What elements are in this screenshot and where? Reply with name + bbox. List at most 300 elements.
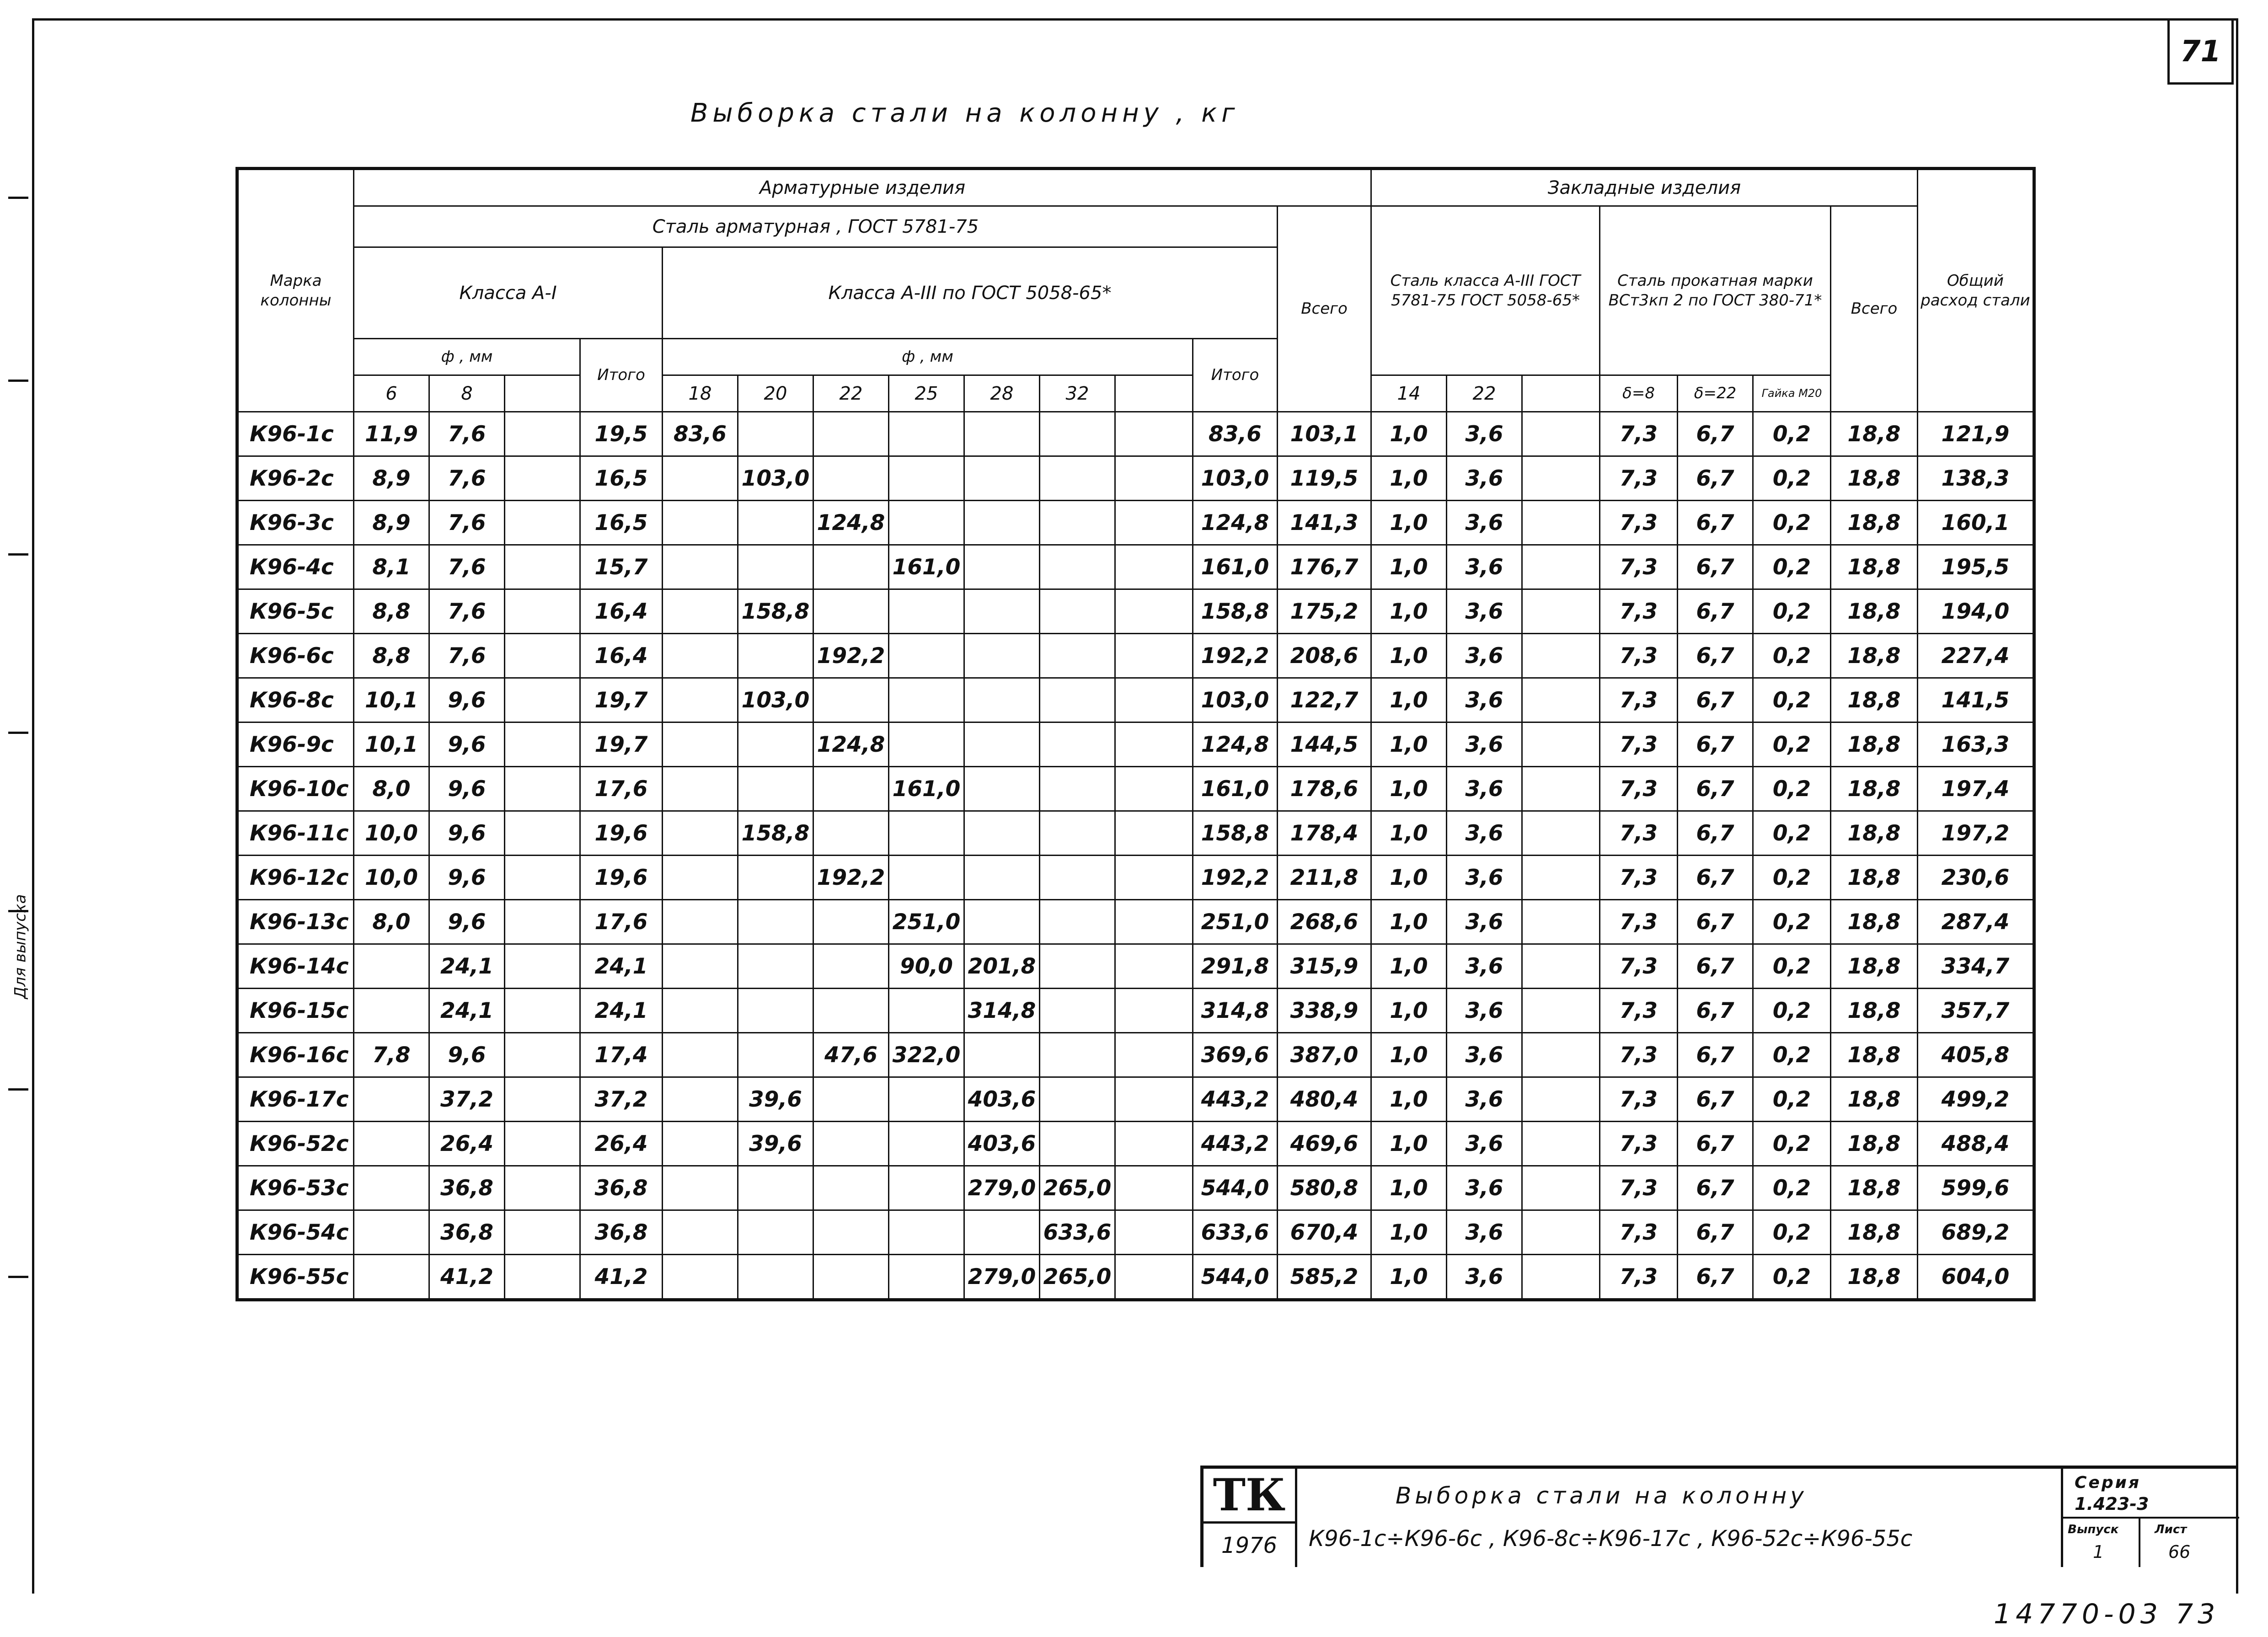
table-cell: 192,2 bbox=[813, 856, 889, 900]
table-cell bbox=[1040, 412, 1115, 456]
table-cell: 7,6 bbox=[429, 634, 505, 678]
table-cell bbox=[663, 944, 738, 989]
table-cell bbox=[738, 1033, 813, 1077]
issue-value: 1 bbox=[2093, 1542, 2104, 1562]
table-cell bbox=[663, 1077, 738, 1122]
table-cell: 7,3 bbox=[1600, 456, 1678, 501]
table-cell: 18,8 bbox=[1831, 456, 1918, 501]
table-cell bbox=[813, 1077, 889, 1122]
organization-logo: ТК bbox=[1204, 1469, 1297, 1524]
table-cell: 7,3 bbox=[1600, 1210, 1678, 1255]
table-cell bbox=[889, 1122, 964, 1166]
table-cell bbox=[1040, 856, 1115, 900]
table-cell: 24,1 bbox=[429, 944, 505, 989]
table-cell bbox=[964, 678, 1040, 722]
table-cell: 161,0 bbox=[1193, 767, 1278, 811]
table-row bbox=[237, 1033, 2034, 1077]
table-cell bbox=[505, 678, 580, 722]
table-cell bbox=[663, 811, 738, 856]
table-cell bbox=[505, 501, 580, 545]
table-cell: 8,8 bbox=[354, 589, 429, 634]
table-cell: 1,0 bbox=[1371, 545, 1447, 589]
column-mark-cell: К96-17с bbox=[237, 1077, 354, 1122]
table-cell: 161,0 bbox=[889, 767, 964, 811]
table-cell: 0,2 bbox=[1753, 634, 1831, 678]
table-cell: 265,0 bbox=[1040, 1166, 1115, 1210]
stamp-info-cells bbox=[2061, 1469, 2239, 1567]
table-cell bbox=[1522, 1033, 1600, 1077]
table-cell bbox=[505, 545, 580, 589]
table-cell bbox=[964, 856, 1040, 900]
table-cell bbox=[663, 1033, 738, 1077]
table-cell: 144,5 bbox=[1278, 722, 1371, 767]
table-cell: 3,6 bbox=[1447, 1166, 1522, 1210]
column-mark-cell: К96-14с bbox=[237, 944, 354, 989]
table-cell bbox=[1040, 989, 1115, 1033]
table-cell: 18,8 bbox=[1831, 722, 1918, 767]
table-cell bbox=[1115, 678, 1193, 722]
table-cell bbox=[1115, 545, 1193, 589]
table-cell bbox=[354, 989, 429, 1033]
column-mark-cell: К96-8с bbox=[237, 678, 354, 722]
table-cell: 8,0 bbox=[354, 767, 429, 811]
table-cell: 178,4 bbox=[1278, 811, 1371, 856]
table-cell bbox=[1522, 1210, 1600, 1255]
table-cell: 1,0 bbox=[1371, 589, 1447, 634]
table-cell: 1,0 bbox=[1371, 989, 1447, 1033]
table-cell bbox=[1522, 1166, 1600, 1210]
table-cell: 3,6 bbox=[1447, 589, 1522, 634]
table-cell: 6,7 bbox=[1678, 1033, 1753, 1077]
table-cell bbox=[1522, 1122, 1600, 1166]
table-cell bbox=[1522, 944, 1600, 989]
table-cell: 8,9 bbox=[354, 456, 429, 501]
table-cell: 0,2 bbox=[1753, 1210, 1831, 1255]
column-mark-cell: К96-2с bbox=[237, 456, 354, 501]
table-cell bbox=[663, 456, 738, 501]
table-cell bbox=[889, 1166, 964, 1210]
table-cell bbox=[738, 944, 813, 989]
table-cell bbox=[889, 1210, 964, 1255]
table-cell: 7,3 bbox=[1600, 1255, 1678, 1300]
table-cell: 1,0 bbox=[1371, 634, 1447, 678]
table-cell: 6,7 bbox=[1678, 856, 1753, 900]
table-cell: 47,6 bbox=[813, 1033, 889, 1077]
table-cell bbox=[354, 1255, 429, 1300]
table-cell: 0,2 bbox=[1753, 944, 1831, 989]
table-cell: 141,5 bbox=[1918, 678, 2034, 722]
table-cell: 36,8 bbox=[429, 1166, 505, 1210]
table-cell: 3,6 bbox=[1447, 900, 1522, 944]
table-cell bbox=[1040, 1077, 1115, 1122]
table-cell: 1,0 bbox=[1371, 678, 1447, 722]
table-cell: 544,0 bbox=[1193, 1166, 1278, 1210]
table-cell: 0,2 bbox=[1753, 456, 1831, 501]
table-cell bbox=[1115, 589, 1193, 634]
table-cell: 10,1 bbox=[354, 678, 429, 722]
table-cell: 279,0 bbox=[964, 1166, 1040, 1210]
table-cell: 7,8 bbox=[354, 1033, 429, 1077]
subcol-d25: 25 bbox=[889, 375, 964, 412]
table-cell bbox=[1040, 634, 1115, 678]
table-cell bbox=[813, 1210, 889, 1255]
subcol-delta22: δ=22 bbox=[1678, 375, 1753, 412]
table-cell: 211,8 bbox=[1278, 856, 1371, 900]
column-mark-cell: К96-3с bbox=[237, 501, 354, 545]
table-cell bbox=[354, 1077, 429, 1122]
table-cell: 26,4 bbox=[580, 1122, 663, 1166]
table-cell: 0,2 bbox=[1753, 501, 1831, 545]
table-cell bbox=[813, 545, 889, 589]
table-cell: 15,7 bbox=[580, 545, 663, 589]
table-cell bbox=[964, 811, 1040, 856]
table-cell bbox=[1115, 501, 1193, 545]
table-cell: 0,2 bbox=[1753, 989, 1831, 1033]
table-cell bbox=[889, 501, 964, 545]
margin-note: Для выпуска bbox=[11, 894, 30, 999]
table-cell bbox=[889, 634, 964, 678]
header-subtotal-a1: Итого bbox=[580, 339, 663, 412]
table-cell: 7,3 bbox=[1600, 1166, 1678, 1210]
column-mark-cell: К96-1с bbox=[237, 412, 354, 456]
subcol-blank-a1 bbox=[505, 375, 580, 412]
table-cell: 9,6 bbox=[429, 1033, 505, 1077]
table-cell: 1,0 bbox=[1371, 412, 1447, 456]
table-cell bbox=[889, 589, 964, 634]
title-block bbox=[1200, 1466, 2237, 1567]
table-cell: 7,3 bbox=[1600, 678, 1678, 722]
table-cell: 403,6 bbox=[964, 1122, 1040, 1166]
table-cell: 161,0 bbox=[1193, 545, 1278, 589]
table-cell bbox=[663, 545, 738, 589]
table-cell bbox=[505, 1210, 580, 1255]
table-cell: 18,8 bbox=[1831, 634, 1918, 678]
table-cell: 18,8 bbox=[1831, 678, 1918, 722]
table-cell: 0,2 bbox=[1753, 900, 1831, 944]
table-cell: 192,2 bbox=[813, 634, 889, 678]
table-cell: 387,0 bbox=[1278, 1033, 1371, 1077]
table-row bbox=[237, 1166, 2034, 1210]
table-cell bbox=[738, 501, 813, 545]
table-cell: 18,8 bbox=[1831, 501, 1918, 545]
table-cell: 0,2 bbox=[1753, 678, 1831, 722]
table-cell bbox=[1040, 589, 1115, 634]
table-cell: 208,6 bbox=[1278, 634, 1371, 678]
table-cell bbox=[738, 412, 813, 456]
table-cell bbox=[505, 412, 580, 456]
table-cell bbox=[964, 634, 1040, 678]
table-cell: 7,3 bbox=[1600, 722, 1678, 767]
table-cell: 176,7 bbox=[1278, 545, 1371, 589]
table-cell: 3,6 bbox=[1447, 989, 1522, 1033]
table-cell bbox=[1115, 1077, 1193, 1122]
table-cell bbox=[889, 412, 964, 456]
table-cell bbox=[1115, 1122, 1193, 1166]
table-cell bbox=[738, 1166, 813, 1210]
table-cell bbox=[505, 989, 580, 1033]
table-cell: 124,8 bbox=[813, 501, 889, 545]
table-row bbox=[237, 900, 2034, 944]
table-cell bbox=[1115, 767, 1193, 811]
column-mark-cell: К96-12с bbox=[237, 856, 354, 900]
table-cell: 0,2 bbox=[1753, 856, 1831, 900]
table-cell bbox=[663, 856, 738, 900]
table-cell bbox=[663, 1255, 738, 1300]
table-row bbox=[237, 944, 2034, 989]
subcol-d22: 22 bbox=[813, 375, 889, 412]
table-cell bbox=[1522, 811, 1600, 856]
table-cell bbox=[738, 722, 813, 767]
table-cell bbox=[505, 1255, 580, 1300]
table-cell bbox=[1115, 1255, 1193, 1300]
table-cell bbox=[964, 589, 1040, 634]
table-cell bbox=[505, 767, 580, 811]
table-cell: 334,7 bbox=[1918, 944, 2034, 989]
table-cell: 480,4 bbox=[1278, 1077, 1371, 1122]
header-subcolumns-row bbox=[237, 375, 2034, 412]
header-steel-class-a3: Сталь класса А-III ГОСТ 5781-75 ГОСТ 5058-65* bbox=[1371, 206, 1600, 375]
table-cell: 7,3 bbox=[1600, 900, 1678, 944]
table-cell bbox=[1115, 944, 1193, 989]
table-cell bbox=[813, 589, 889, 634]
subcol-d32: 32 bbox=[1040, 375, 1115, 412]
column-mark-cell: К96-52с bbox=[237, 1122, 354, 1166]
table-cell: 197,2 bbox=[1918, 811, 2034, 856]
table-cell: 17,6 bbox=[580, 767, 663, 811]
table-cell bbox=[813, 900, 889, 944]
table-cell: 3,6 bbox=[1447, 856, 1522, 900]
subcol-d6: 6 bbox=[354, 375, 429, 412]
table-cell: 268,6 bbox=[1278, 900, 1371, 944]
table-cell bbox=[663, 589, 738, 634]
table-cell: 7,6 bbox=[429, 589, 505, 634]
table-cell: 6,7 bbox=[1678, 678, 1753, 722]
table-cell bbox=[1522, 856, 1600, 900]
table-cell bbox=[505, 1122, 580, 1166]
table-cell: 279,0 bbox=[964, 1255, 1040, 1300]
header-total-consumption: Общий расход стали bbox=[1918, 169, 2034, 412]
table-cell: 1,0 bbox=[1371, 1166, 1447, 1210]
table-cell bbox=[1522, 412, 1600, 456]
table-cell: 1,0 bbox=[1371, 722, 1447, 767]
subcol-d8: 8 bbox=[429, 375, 505, 412]
table-cell bbox=[964, 545, 1040, 589]
table-cell: 10,0 bbox=[354, 856, 429, 900]
table-cell bbox=[1115, 456, 1193, 501]
table-cell: 18,8 bbox=[1831, 412, 1918, 456]
table-cell bbox=[1522, 589, 1600, 634]
table-cell: 201,8 bbox=[964, 944, 1040, 989]
table-cell bbox=[813, 1166, 889, 1210]
table-cell: 6,7 bbox=[1678, 456, 1753, 501]
table-cell: 0,2 bbox=[1753, 1166, 1831, 1210]
table-cell: 8,8 bbox=[354, 634, 429, 678]
table-cell bbox=[1115, 1166, 1193, 1210]
column-mark-cell: К96-4с bbox=[237, 545, 354, 589]
table-cell: 1,0 bbox=[1371, 856, 1447, 900]
table-cell: 37,2 bbox=[429, 1077, 505, 1122]
table-cell bbox=[354, 1210, 429, 1255]
table-cell bbox=[1040, 1033, 1115, 1077]
table-cell: 6,7 bbox=[1678, 412, 1753, 456]
table-cell: 3,6 bbox=[1447, 412, 1522, 456]
table-cell bbox=[738, 634, 813, 678]
table-cell: 599,6 bbox=[1918, 1166, 2034, 1210]
table-cell: 0,2 bbox=[1753, 412, 1831, 456]
table-cell: 103,0 bbox=[1193, 456, 1278, 501]
table-cell: 251,0 bbox=[1193, 900, 1278, 944]
header-armature-items: Арматурные изделия bbox=[354, 169, 1371, 206]
table-cell: 39,6 bbox=[738, 1077, 813, 1122]
table-row bbox=[237, 412, 2034, 456]
table-cell: 18,8 bbox=[1831, 1033, 1918, 1077]
table-cell bbox=[663, 634, 738, 678]
table-row bbox=[237, 856, 2034, 900]
table-cell: 0,2 bbox=[1753, 811, 1831, 856]
sheet-value: 66 bbox=[2168, 1542, 2191, 1562]
table-cell bbox=[964, 501, 1040, 545]
table-cell: 7,6 bbox=[429, 412, 505, 456]
table-cell: 103,1 bbox=[1278, 412, 1371, 456]
table-cell bbox=[889, 722, 964, 767]
table-cell: 36,8 bbox=[580, 1166, 663, 1210]
table-cell: 6,7 bbox=[1678, 1122, 1753, 1166]
subcol-delta8: δ=8 bbox=[1600, 375, 1678, 412]
header-steel-gost: Сталь арматурная , ГОСТ 5781-75 bbox=[354, 206, 1278, 247]
table-cell: 16,5 bbox=[580, 501, 663, 545]
table-cell: 3,6 bbox=[1447, 1077, 1522, 1122]
table-cell: 6,7 bbox=[1678, 989, 1753, 1033]
subcol-d20: 20 bbox=[738, 375, 813, 412]
table-cell: 3,6 bbox=[1447, 811, 1522, 856]
table-cell: 19,7 bbox=[580, 722, 663, 767]
table-cell: 1,0 bbox=[1371, 811, 1447, 856]
table-row bbox=[237, 1210, 2034, 1255]
table-cell bbox=[813, 412, 889, 456]
table-cell: 6,7 bbox=[1678, 1210, 1753, 1255]
table-cell: 18,8 bbox=[1831, 1255, 1918, 1300]
table-row bbox=[237, 545, 2034, 589]
table-cell: 83,6 bbox=[663, 412, 738, 456]
table-cell: 37,2 bbox=[580, 1077, 663, 1122]
table-cell bbox=[505, 1166, 580, 1210]
table-cell: 10,0 bbox=[354, 811, 429, 856]
table-cell bbox=[1522, 900, 1600, 944]
subcol-emb-d22: 22 bbox=[1447, 375, 1522, 412]
table-cell: 19,5 bbox=[580, 412, 663, 456]
table-cell: 6,7 bbox=[1678, 900, 1753, 944]
column-mark-cell: К96-11с bbox=[237, 811, 354, 856]
table-cell bbox=[1040, 900, 1115, 944]
table-cell bbox=[354, 944, 429, 989]
table-cell bbox=[1040, 678, 1115, 722]
table-cell: 6,7 bbox=[1678, 944, 1753, 989]
table-row bbox=[237, 678, 2034, 722]
table-row bbox=[237, 456, 2034, 501]
table-cell: 16,4 bbox=[580, 589, 663, 634]
table-cell: 41,2 bbox=[429, 1255, 505, 1300]
table-cell: 3,6 bbox=[1447, 944, 1522, 989]
table-cell bbox=[1522, 1255, 1600, 1300]
table-cell: 3,6 bbox=[1447, 1255, 1522, 1300]
table-cell: 6,7 bbox=[1678, 767, 1753, 811]
table-cell: 158,8 bbox=[738, 589, 813, 634]
table-cell: 122,7 bbox=[1278, 678, 1371, 722]
table-cell bbox=[813, 456, 889, 501]
table-cell: 6,7 bbox=[1678, 545, 1753, 589]
table-cell: 24,1 bbox=[429, 989, 505, 1033]
table-row bbox=[237, 1255, 2034, 1300]
column-mark-cell: К96-9с bbox=[237, 722, 354, 767]
table-cell: 175,2 bbox=[1278, 589, 1371, 634]
table-cell: 1,0 bbox=[1371, 1210, 1447, 1255]
table-cell: 7,6 bbox=[429, 501, 505, 545]
table-cell: 163,3 bbox=[1918, 722, 2034, 767]
table-cell: 633,6 bbox=[1040, 1210, 1115, 1255]
table-cell bbox=[663, 989, 738, 1033]
table-cell bbox=[505, 900, 580, 944]
table-cell: 192,2 bbox=[1193, 856, 1278, 900]
table-cell: 158,8 bbox=[1193, 811, 1278, 856]
table-cell: 19,6 bbox=[580, 811, 663, 856]
table-cell: 24,1 bbox=[580, 989, 663, 1033]
table-cell: 0,2 bbox=[1753, 545, 1831, 589]
table-cell: 6,7 bbox=[1678, 811, 1753, 856]
table-cell bbox=[964, 722, 1040, 767]
table-cell: 469,6 bbox=[1278, 1122, 1371, 1166]
column-mark-cell: К96-55с bbox=[237, 1255, 354, 1300]
table-cell: 3,6 bbox=[1447, 678, 1522, 722]
table-cell bbox=[505, 811, 580, 856]
table-cell bbox=[813, 767, 889, 811]
table-cell: 124,8 bbox=[1193, 722, 1278, 767]
table-row bbox=[237, 722, 2034, 767]
table-cell: 0,2 bbox=[1753, 589, 1831, 634]
table-cell bbox=[964, 1210, 1040, 1255]
subcol-d18: 18 bbox=[663, 375, 738, 412]
table-cell: 499,2 bbox=[1918, 1077, 2034, 1122]
table-cell: 83,6 bbox=[1193, 412, 1278, 456]
table-cell: 265,0 bbox=[1040, 1255, 1115, 1300]
table-row bbox=[237, 989, 2034, 1033]
table-cell: 3,6 bbox=[1447, 501, 1522, 545]
table-cell: 6,7 bbox=[1678, 1077, 1753, 1122]
table-cell: 287,4 bbox=[1918, 900, 2034, 944]
table-cell bbox=[663, 1210, 738, 1255]
table-cell: 18,8 bbox=[1831, 1166, 1918, 1210]
table-cell bbox=[964, 900, 1040, 944]
table-cell: 322,0 bbox=[889, 1033, 964, 1077]
table-cell: 8,9 bbox=[354, 501, 429, 545]
table-cell: 314,8 bbox=[1193, 989, 1278, 1033]
table-cell: 16,5 bbox=[580, 456, 663, 501]
table-cell: 604,0 bbox=[1918, 1255, 2034, 1300]
table-cell: 121,9 bbox=[1918, 412, 2034, 456]
table-cell: 3,6 bbox=[1447, 767, 1522, 811]
table-cell: 7,3 bbox=[1600, 589, 1678, 634]
table-cell: 18,8 bbox=[1831, 944, 1918, 989]
table-cell: 1,0 bbox=[1371, 456, 1447, 501]
table-cell bbox=[1115, 722, 1193, 767]
table-cell: 7,3 bbox=[1600, 989, 1678, 1033]
table-cell bbox=[663, 1166, 738, 1210]
header-subtotal-a3: Итого bbox=[1193, 339, 1278, 412]
table-cell: 338,9 bbox=[1278, 989, 1371, 1033]
table-cell: 161,0 bbox=[889, 545, 964, 589]
table-cell bbox=[354, 1122, 429, 1166]
table-cell: 405,8 bbox=[1918, 1033, 2034, 1077]
table-cell bbox=[738, 767, 813, 811]
